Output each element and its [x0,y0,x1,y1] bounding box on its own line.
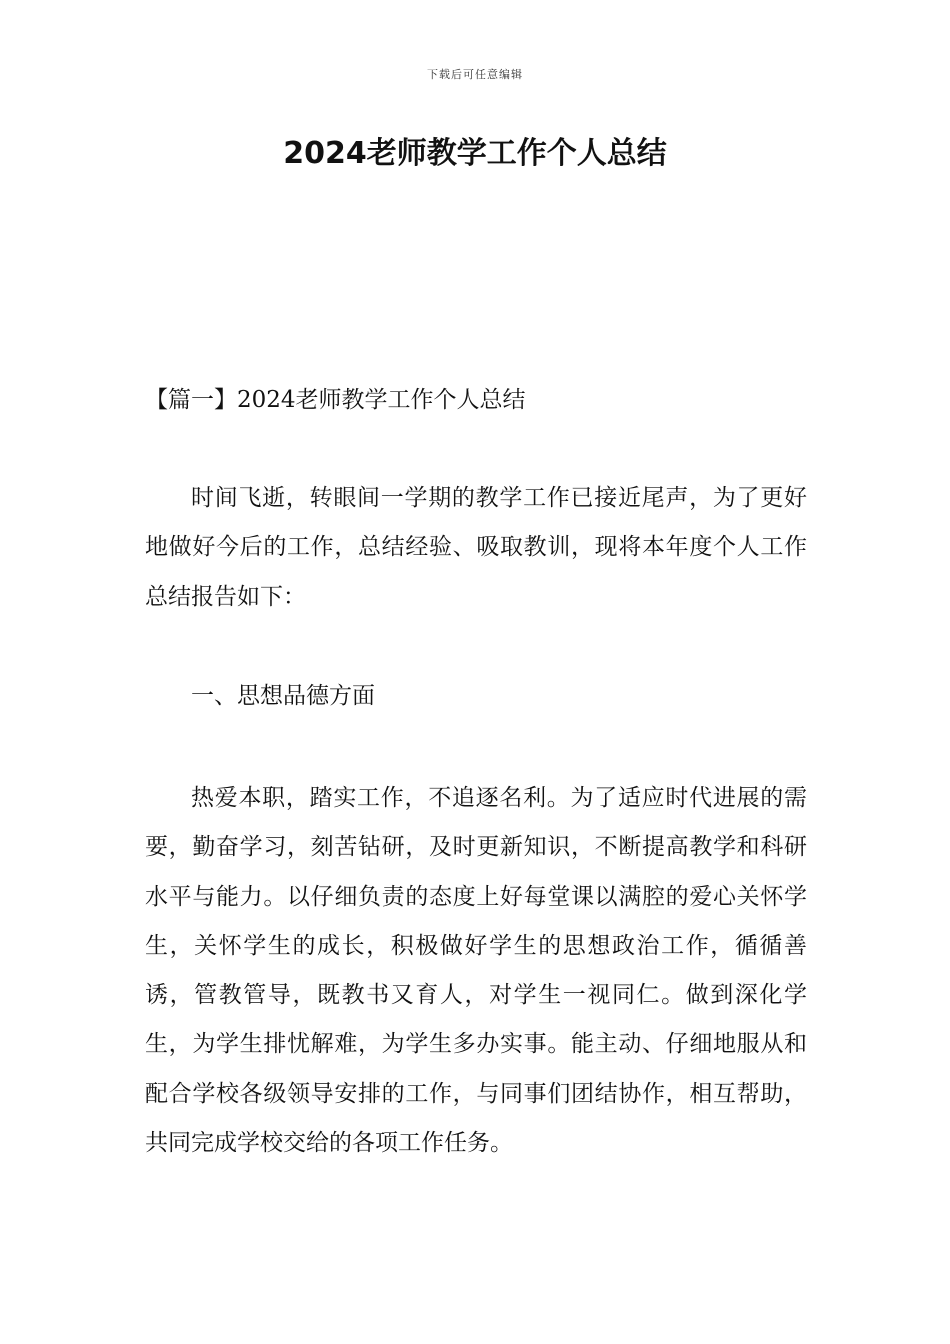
intro-paragraph: 时间飞逝，转眼间一学期的教学工作已接近尾声，为了更好地做好今后的工作，总结经验、吸取教训，现将本年度个人工作总结报告如下： [145,485,807,610]
section-heading: 【篇一】2024老师教学工作个人总结 [145,387,526,413]
subsection-heading: 一、思想品德方面 [191,683,375,709]
document-title: 2024老师教学工作个人总结 [283,136,667,171]
header-note: 下载后可任意编辑 [427,68,523,81]
body-paragraph: 热爱本职，踏实工作，不追逐名利。为了适应时代进展的需要，勤奋学习，刻苦钻研，及时更新知识，不断提高教学和科研水平与能力。以仔细负责的态度上好每堂课以满腔的爱心关怀学生，关怀学生的成长，积极做好学生的思想政治工作，循循善诱，管教管导，既教书又育人，对学生一视同仁。做到深化学生，为学生排忧解难，为学生多办实事。能主动、仔细地服从和配合学校各级领导安排的工作，与同事们团结协作，相互帮助，共同完成学校交给的各项工作任务。 [145,785,807,1157]
